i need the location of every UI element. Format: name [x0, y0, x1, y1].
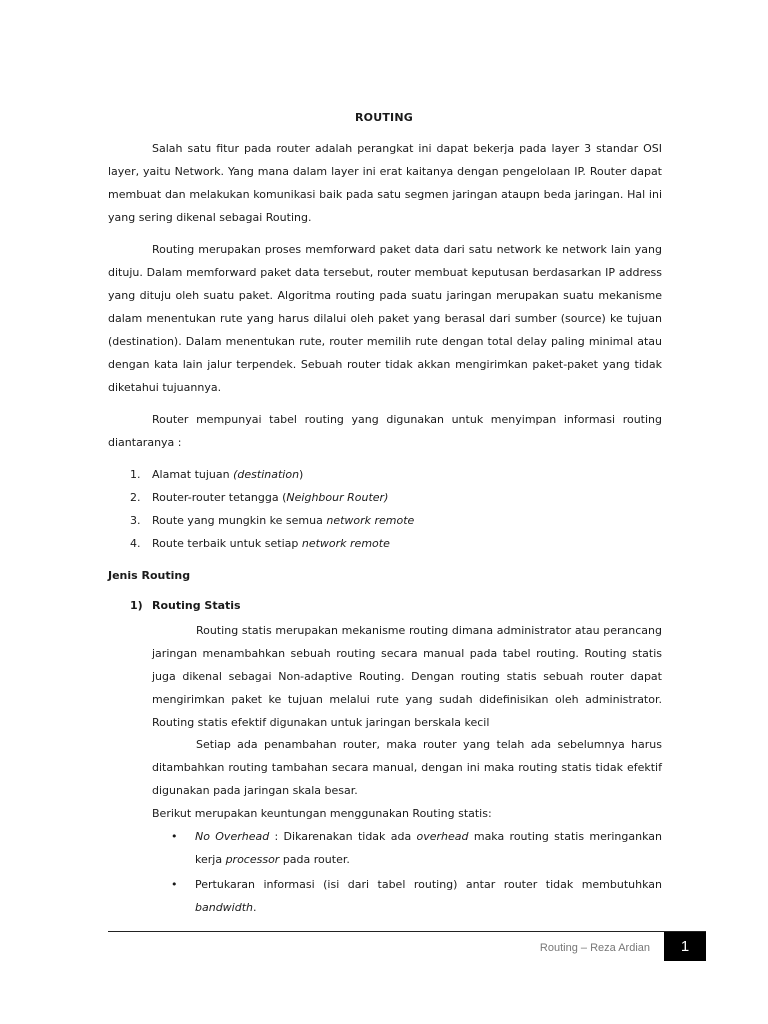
- bullet-icon: •: [171, 878, 178, 891]
- list-number: 3.: [130, 514, 141, 527]
- list-item: 3. Route yang mungkin ke semua network remote: [108, 509, 668, 532]
- intro-paragraph-2: Routing merupakan proses memforward paket data dari satu network ke network lain yang dituju. Dalam memforward paket data tersebut, router membuat keputusan berdasarkan IP address yang dituju oleh suatu paket. Algoritma routing pada suatu jaringan merupakan suatu mekanisme dalam menentukan rute yang harus dilalui oleh paket yang berasal dari sumber (source) ke tujuan (destination). Dalam menentukan rute, router memilih rute dengan total delay paling minimal atau dengan kata lain jalur terpendek. Sebuah router tidak akkan mengirimkan paket-paket yang tidak diketahui tujuannya.: [108, 243, 662, 394]
- routing-table-list: [108, 463, 668, 555]
- subsection-heading: 1) Routing Statis: [130, 599, 241, 612]
- list-item: • No Overhead : Dikarenakan tidak ada overhead maka routing statis meringankan kerja processor pada router.: [152, 825, 662, 871]
- bullet-icon: •: [171, 830, 178, 843]
- page-number: 1: [664, 932, 706, 961]
- list-number: 2.: [130, 491, 141, 504]
- list-number: 4.: [130, 537, 141, 550]
- section-heading: Jenis Routing: [108, 569, 191, 582]
- list-item: 4. Route terbaik untuk setiap network remote: [108, 532, 668, 555]
- list-item: 1. Alamat tujuan (destination): [108, 463, 668, 486]
- sub-paragraph-3: Berikut merupakan keuntungan menggunakan Routing statis:: [152, 807, 492, 820]
- page-title: ROUTING: [355, 111, 413, 124]
- sub-paragraph-1: Routing statis merupakan mekanisme routing dimana administrator atau perancang jaringan menambahkan sebuah routing secara manual pada tabel routing. Routing statis juga dikenal sebagai Non-adaptive Routing. Dengan routing statis sebuah router dapat mengirimkan paket ke tujuan melalui rute yang sudah didefinisikan oleh administrator. Routing statis efektif digunakan untuk jaringan berskala kecil: [152, 624, 662, 729]
- footer-divider: [108, 931, 706, 932]
- list-number: 1.: [130, 468, 141, 481]
- footer-text: Routing – Reza Ardian: [539, 942, 650, 954]
- advantages-list: [152, 825, 662, 921]
- list-item: • Pertukaran informasi (isi dari tabel routing) antar router tidak membutuhkan bandwidth.: [152, 873, 662, 919]
- list-item: 2. Router-router tetangga (Neighbour Router): [108, 486, 668, 509]
- sub-paragraph-2: Setiap ada penambahan router, maka router yang telah ada sebelumnya harus ditambahkan routing tambahan secara manual, dengan ini maka routing statis tidak efektif digunakan pada jaringan skala besar.: [152, 738, 662, 797]
- intro-paragraph-3: Router mempunyai tabel routing yang digunakan untuk menyimpan informasi routing diantaranya :: [108, 413, 662, 449]
- intro-paragraph-1: Salah satu fitur pada router adalah perangkat ini dapat bekerja pada layer 3 standar OSI layer, yaitu Network. Yang mana dalam layer ini erat kaitanya dengan pengelolaan IP. Router dapat membuat dan melakukan komunikasi baik pada satu segmen jaringan ataupn beda jaringan. Hal ini yang sering dikenal sebagai Routing.: [108, 142, 662, 224]
